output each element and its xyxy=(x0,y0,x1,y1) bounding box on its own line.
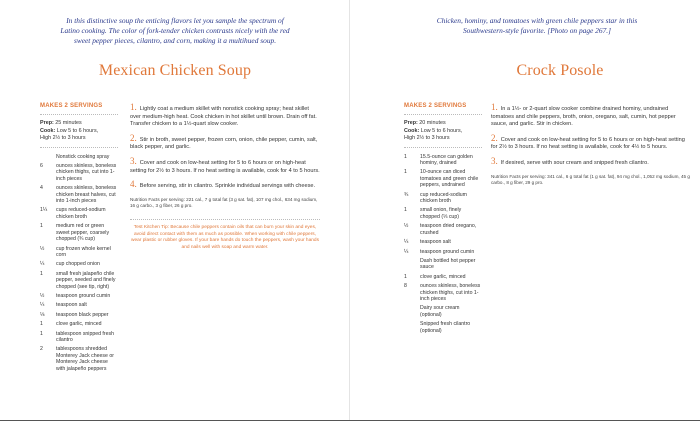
ingredient-item: 6 ounces skinless, boneless chicken thighs, cut into 1-inch pieces xyxy=(40,163,117,182)
cook-time-high: High 2½ to 3 hours xyxy=(40,135,86,142)
step-3: 3. If desired, serve with sour cream and snipped fresh cilantro. xyxy=(491,155,649,166)
ingredient-item: ¼ cup chopped onion xyxy=(40,261,100,268)
servings-label: MAKES 2 SERVINGS xyxy=(40,103,118,115)
ingredient-item: ¾ cup reduced-sodium chicken broth xyxy=(404,191,468,205)
ingredient-item: ½ cup frozen whole kernel corn xyxy=(40,245,111,258)
recipe-meta xyxy=(404,103,482,337)
ingredient-item: 1 small fresh jalapeño chile pepper, seeded and finely chopped (see tip, right) xyxy=(40,270,116,290)
ingredient-item: 1 clove garlic, minced xyxy=(40,321,102,328)
divider xyxy=(40,147,118,148)
recipe-title: Mexican Chicken Soup xyxy=(98,62,252,79)
ingredient-item: Snipped fresh cilantro (optional) xyxy=(420,321,471,334)
divider xyxy=(404,147,482,148)
ingredient-item: 8 ounces skinless, boneless chicken thighs, cut into 1-inch pieces xyxy=(404,283,481,302)
ingredient-item: Dash bottled hot pepper sauce xyxy=(420,257,476,271)
ingredient-item: ½ teaspoon dried oregano, crushed xyxy=(404,223,477,236)
ingredient-item: 1 15.5-ounce can golden hominy, drained xyxy=(404,153,473,167)
recipe-steps xyxy=(491,104,691,186)
nutrition-facts: Nutrition Facts per serving: 221 cal., 7 g total fat (3 g sat. fat), 107 mg chol., 634 mg sodium, 16 g carbo., 3 g fiber, 26 g pro. xyxy=(130,196,318,208)
ingredient-list xyxy=(404,154,482,334)
ingredient-item: ⅛ teaspoon black pepper xyxy=(40,311,109,318)
recipe-steps xyxy=(130,104,320,252)
left-page xyxy=(0,0,350,420)
ingredient-item: ½ teaspoon ground cumin xyxy=(40,292,111,299)
ingredient-item: 1 medium red or green sweet pepper, coarsely chopped (¾ cup) xyxy=(40,223,110,243)
cook-time: Cook: Low 5 to 6 hours, xyxy=(404,127,463,134)
ingredient-item: 1 tablespoon snipped fresh cilantro xyxy=(40,330,114,343)
recipe-intro: Chicken, hominy, and tomatoes with green chile peppers star in this Southwestern-style favorite. [Photo on page 267.] xyxy=(436,16,638,35)
ingredient-item: 1 small onion, finely chopped (⅓ cup) xyxy=(404,207,462,220)
page-bottom-rule xyxy=(0,420,700,421)
ingredient-item: Nonstick cooking spray xyxy=(56,153,110,160)
ingredient-item: 1 clove garlic, minced xyxy=(404,273,466,280)
ingredient-list xyxy=(40,154,118,372)
prep-time: Prep: 25 minutes xyxy=(40,120,82,127)
ingredient-item: Dairy sour cream (optional) xyxy=(420,305,460,318)
ingredient-item: ¼ teaspoon salt xyxy=(404,239,451,246)
servings-label: MAKES 2 SERVINGS xyxy=(404,103,482,115)
nutrition-facts: Nutrition Facts per serving: 341 cal., 6 g total fat (1 g sat. fat), 94 mg chol., 1,052 mg sodium, 45 g carbo., 8 g fiber, 29 g pro. xyxy=(491,173,690,185)
recipe-title: Crock Posole xyxy=(516,62,604,79)
step-2: 2. Cover and cook on low-heat setting for 5 to 6 hours or on high-heat setting for 2½ to 3 hours. If no heat setting is available, cook for 4½ to 5 hours. xyxy=(491,132,685,151)
ingredient-item: 1¼ cups reduced-sodium chicken broth xyxy=(40,207,106,220)
step-4: 4. Before serving, stir in cilantro. Sprinkle individual servings with cheese. xyxy=(130,179,316,190)
cook-time-high: High 2½ to 3 hours xyxy=(404,135,450,142)
step-3: 3. Cover and cook on low-heat setting for 5 to 6 hours or on high-heat setting for 2½ to 3 hours. If no heat setting is available, cook for 4 to 5 hours. xyxy=(130,155,320,174)
ingredient-item: 4 ounces skinless, boneless chicken breast halves, cut into 1-inch pieces xyxy=(40,185,117,205)
ingredient-item: 2 tablespoons shredded Monterey Jack cheese or Monterey Jack cheese with jalapeño peppers xyxy=(40,346,114,372)
step-2: 2. Stir in broth, sweet pepper, frozen corn, onion, chile pepper, cumin, salt, black pepper, and garlic. xyxy=(130,132,318,151)
right-page xyxy=(350,0,700,420)
step-1: 1. Lightly coat a medium skillet with nonstick cooking spray; heat skillet over medium-high heat. Cook chicken in hot skillet until brown. Drain off fat. Transfer chicken to a 1½-quart slow cooker. xyxy=(130,102,317,128)
step-1: 1. In a 1½- or 2-quart slow cooker combine drained hominy, undrained tomatoes and chile peppers, broth, onion, oregano, salt, cumin, hot pepper sauce, and garlic. Stir in chicken. xyxy=(491,102,676,128)
test-kitchen-tip: Test Kitchen Tip: Because chile peppers contain oils that can burn your skin and eyes, avoid direct contact with them as much as possible. When working with chile peppers, wear plastic or rubber gloves. If your bare hands do touch the peppers, wash your hands and nails well with soap and warm water. xyxy=(130,219,320,251)
prep-time: Prep: 20 minutes xyxy=(404,120,446,127)
ingredient-item: ¼ teaspoon ground cumin xyxy=(404,248,475,255)
ingredient-item: ¼ teaspoon salt xyxy=(40,302,87,309)
cook-time: Cook: Low 5 to 6 hours, xyxy=(40,127,99,134)
recipe-meta xyxy=(40,103,118,375)
recipe-intro: In this distinctive soup the enticing flavors let you sample the spectrum of Latino cooking. The color of fork-tender chicken contrasts nicely with the red sweet pepper pieces, cilantro, and corn, making it a multihued soup. xyxy=(60,16,290,45)
ingredient-item: 1 10-ounce can diced tomatoes and green chile peppers, undrained xyxy=(404,169,479,189)
